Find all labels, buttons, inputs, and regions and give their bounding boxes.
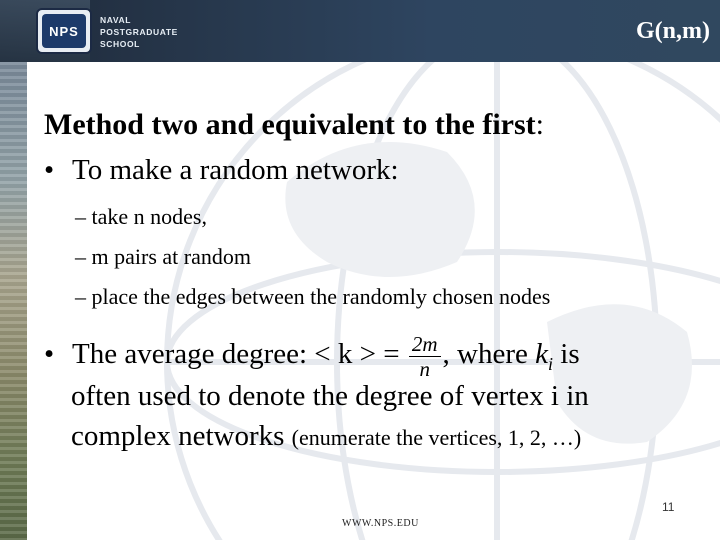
avg-degree-text: The average degree: < k > = [72,338,400,371]
sub-item-pairs-random: – m pairs at random [75,244,251,269]
sub-item-take-nodes: – take n nodes, [75,204,207,229]
fraction-numerator: 2m [409,332,441,357]
degree-definition-line: often used to denote the degree of vertex i in [71,380,589,412]
school-name [100,14,178,50]
bullet-marker: • [44,154,55,186]
enumerate-note: (enumerate the vertices, 1, 2, …) [291,425,582,450]
k-variable: k [535,338,549,371]
sub-item-place-edges: – place the edges between the randomly chosen nodes [75,284,551,309]
complex-networks-text: complex networks [71,420,285,452]
bullet-marker: • [44,338,55,371]
seal-text: NPS [42,14,86,48]
is-text: is [560,338,580,371]
school-name-line2: POSTGRADUATE [100,27,178,37]
k-subscript: i [548,353,554,374]
school-name-line3: SCHOOL [100,39,140,49]
heading-colon: : [535,108,544,141]
school-name-line1: NAVAL [100,15,132,25]
bullet-average-degree [44,332,580,381]
slide-heading [44,108,544,142]
heading-bold-text: Method two and equivalent to the first [44,108,536,141]
fraction-2m-over-n [409,332,441,381]
bullet-random-network [44,154,399,187]
where-text: , where [442,338,528,371]
header-bar [0,0,720,62]
fraction-denominator: n [419,357,430,381]
page-number: 11 [662,500,675,514]
slide-title: G(n,m) [636,18,710,44]
k-i-symbol [535,338,554,374]
nps-seal-logo [36,8,92,54]
sidebar-photo-strip [0,62,27,540]
bullet1-text: To make a random network: [72,154,399,186]
complex-networks-line [71,420,581,453]
footer-url: WWW.NPS.EDU [342,518,419,529]
